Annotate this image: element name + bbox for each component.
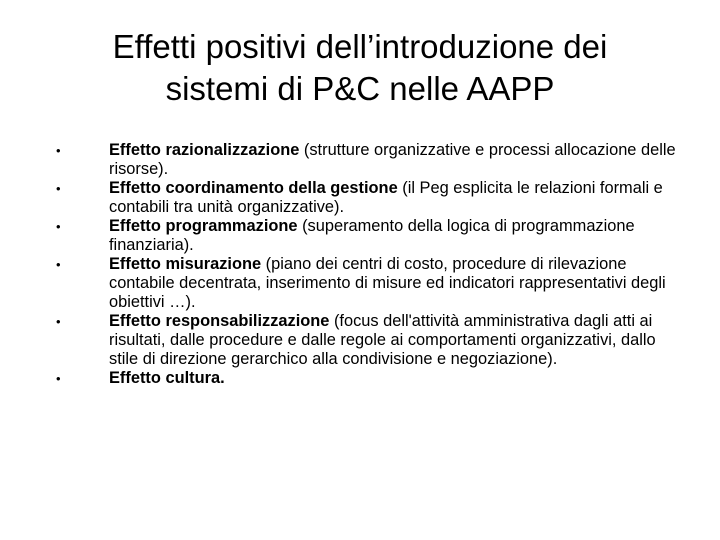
bullet-text (109, 141, 676, 178)
bullet-icon: • (56, 257, 61, 272)
bullet-icon: • (56, 314, 61, 329)
bullet-heading: Effetto razionalizzazione (109, 141, 300, 159)
slide-title-line-1: Effetti positivi dell’introduzione dei (112, 28, 608, 65)
bullet-icon: • (56, 371, 61, 386)
bullet-icon: • (56, 143, 61, 158)
slide-title-line-2: sistemi di P&C nelle AAPP (165, 70, 555, 107)
bullet-item-coordinamento (56, 179, 686, 217)
bullet-text (109, 312, 656, 368)
bullet-detail: (strutture organizzative e processi allocazione delle risorse). (109, 141, 676, 178)
bullet-detail: (superamento della logica di programmazione finanziaria). (109, 217, 635, 254)
bullet-text (109, 179, 663, 216)
bullet-heading: Effetto coordinamento della gestione (109, 179, 398, 197)
bullet-item-cultura (56, 369, 686, 388)
bullet-text (109, 255, 666, 311)
slide-title (40, 26, 680, 110)
bullet-icon: • (56, 219, 61, 234)
bullet-heading: Effetto programmazione (109, 217, 298, 235)
bullet-heading: Effetto cultura. (109, 369, 225, 387)
bullet-detail: (piano dei centri di costo, procedure di rilevazione contabile decentrata, inserimento di misure ed indicatori rappresentativi degli obiettivi …). (109, 255, 666, 311)
bullet-heading: Effetto misurazione (109, 255, 262, 273)
bullet-list (56, 141, 686, 388)
bullet-detail: (focus dell'attività amministrativa dagli atti ai risultati, dalle procedure e dalle regole ai comportamenti organizzativi, dallo stile di direzione gerarchico alla condivisione e negoziazione). (109, 312, 656, 368)
bullet-item-responsabilizzazione (56, 312, 686, 369)
bullet-text (109, 369, 225, 387)
bullet-heading: Effetto responsabilizzazione (109, 312, 330, 330)
bullet-icon: • (56, 181, 61, 196)
bullet-item-misurazione (56, 255, 686, 312)
bullet-item-razionalizzazione (56, 141, 686, 179)
bullet-text (109, 217, 635, 254)
bullet-detail: (il Peg esplicita le relazioni formali e contabili tra unità organizzative). (109, 179, 663, 216)
bullet-item-programmazione (56, 217, 686, 255)
